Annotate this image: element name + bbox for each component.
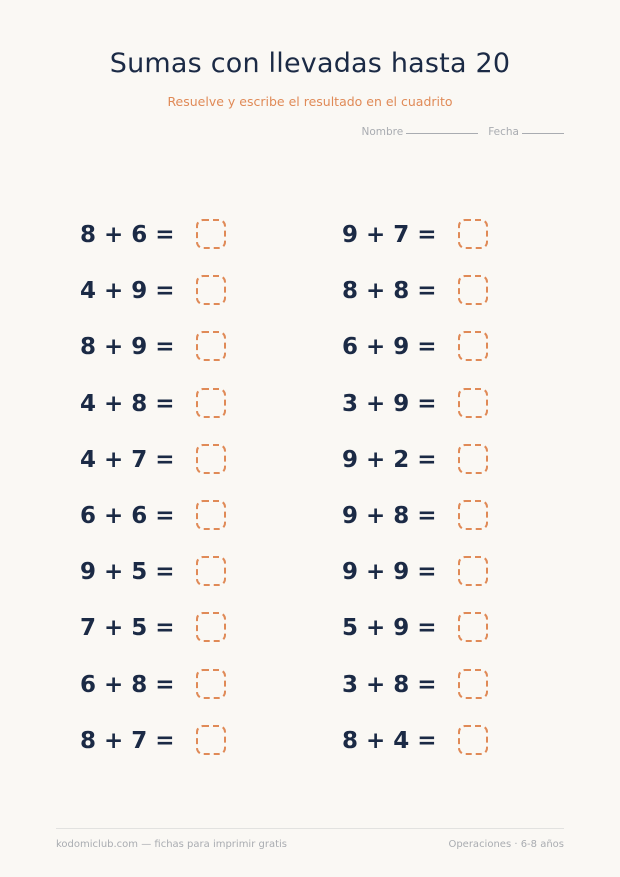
answer-box[interactable] xyxy=(458,388,488,418)
problem-item xyxy=(342,495,488,551)
problem-item xyxy=(80,439,226,495)
answer-box[interactable] xyxy=(458,556,488,586)
answer-box[interactable] xyxy=(458,725,488,755)
date-label: Fecha xyxy=(488,126,519,138)
problem-expression: 9 + 9 = xyxy=(342,559,437,586)
problem-expression: 8 + 8 = xyxy=(342,278,437,305)
answer-box[interactable] xyxy=(458,331,488,361)
problem-expression: 8 + 6 = xyxy=(80,222,175,248)
answer-box[interactable] xyxy=(196,669,226,699)
name-field-line[interactable] xyxy=(406,132,478,134)
problem-expression: 7 + 5 = xyxy=(80,615,175,642)
answer-box[interactable] xyxy=(458,500,488,530)
problem-item xyxy=(342,607,488,663)
problem-item xyxy=(80,720,226,776)
problems-column-right xyxy=(342,214,488,776)
problem-expression: 3 + 9 = xyxy=(342,390,437,417)
problem-item xyxy=(80,383,226,439)
answer-box[interactable] xyxy=(196,331,226,361)
problem-expression: 4 + 9 = xyxy=(80,278,175,305)
problem-expression: 9 + 8 = xyxy=(342,502,437,529)
answer-box[interactable] xyxy=(196,275,226,305)
instructions-subtitle: Resuelve y escribe el resultado en el cuadrito xyxy=(167,94,453,109)
footer-divider xyxy=(56,828,564,829)
footer-category: Operaciones · 6-8 años xyxy=(448,839,564,850)
problem-item xyxy=(342,551,488,607)
problem-expression: 6 + 9 = xyxy=(342,334,437,361)
problem-item xyxy=(342,383,488,439)
answer-box[interactable] xyxy=(196,612,226,642)
answer-box[interactable] xyxy=(196,725,226,755)
problems-column-left xyxy=(80,214,226,776)
problem-expression: 3 + 8 = xyxy=(342,671,437,698)
problem-expression: 8 + 7 = xyxy=(80,727,175,754)
problem-item xyxy=(80,551,226,607)
problem-item xyxy=(342,664,488,720)
answer-box[interactable] xyxy=(196,444,226,474)
problem-item xyxy=(342,326,488,382)
problem-expression: 4 + 8 = xyxy=(80,390,175,417)
name-label: Nombre xyxy=(361,126,404,138)
answer-box[interactable] xyxy=(458,444,488,474)
footer-site-credit: kodomiclub.com — fichas para imprimir gratis xyxy=(56,839,288,850)
answer-box[interactable] xyxy=(196,556,226,586)
answer-box[interactable] xyxy=(458,219,488,249)
problem-item xyxy=(80,495,226,551)
problem-expression: 6 + 8 = xyxy=(80,671,175,698)
problem-item xyxy=(80,664,226,720)
problem-expression: 5 + 9 = xyxy=(342,615,437,642)
answer-box[interactable] xyxy=(458,612,488,642)
problem-expression: 8 + 9 = xyxy=(80,334,175,361)
answer-box[interactable] xyxy=(458,275,488,305)
problem-expression: 9 + 2 = xyxy=(342,446,437,473)
problem-item xyxy=(342,439,488,495)
problem-item xyxy=(342,270,488,326)
problem-item xyxy=(80,326,226,382)
problem-expression: 8 + 4 = xyxy=(342,727,437,754)
problem-item xyxy=(342,720,488,776)
answer-box[interactable] xyxy=(196,219,226,249)
problem-item xyxy=(80,214,226,270)
answer-box[interactable] xyxy=(458,669,488,699)
answer-box[interactable] xyxy=(196,388,226,418)
problem-expression: 6 + 6 = xyxy=(80,502,175,529)
problem-expression: 9 + 7 = xyxy=(342,222,437,248)
date-field-line[interactable] xyxy=(522,132,564,134)
page-title: Sumas con llevadas hasta 20 xyxy=(109,48,511,79)
problem-item xyxy=(80,270,226,326)
problem-item xyxy=(342,214,488,270)
answer-box[interactable] xyxy=(196,500,226,530)
student-info xyxy=(361,126,564,138)
problem-expression: 9 + 5 = xyxy=(80,559,175,586)
problem-item xyxy=(80,607,226,663)
problem-expression: 4 + 7 = xyxy=(80,446,175,473)
